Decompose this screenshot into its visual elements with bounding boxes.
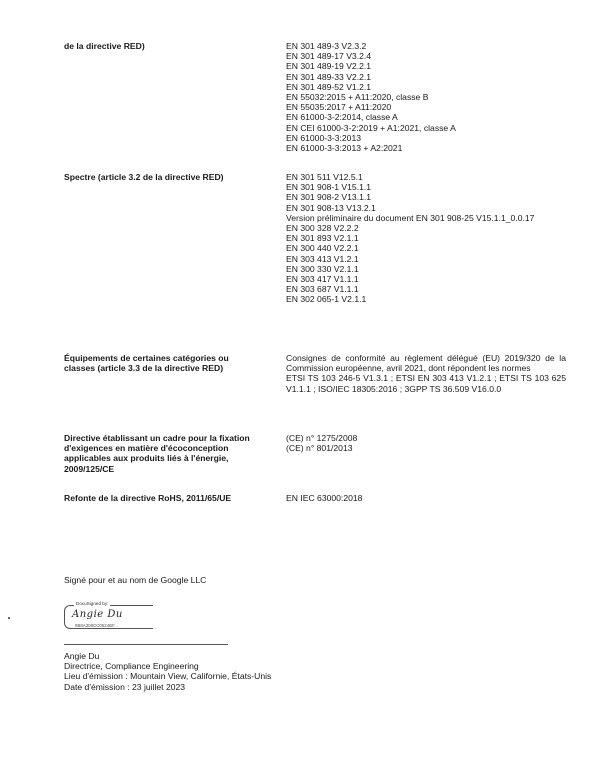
issue-place: Lieu d'émission : Mountain View, Californie, États-Unis xyxy=(64,671,272,682)
row-label xyxy=(64,493,264,503)
standard-item: EN 300 330 V2.1.1 xyxy=(286,263,359,274)
standards-list xyxy=(286,493,566,503)
label-line: applicables aux produits liés à l'énergie, xyxy=(64,453,229,464)
label-line: Équipements de certaines catégories ou xyxy=(64,353,229,363)
row-label xyxy=(64,353,264,373)
docusign-signature xyxy=(64,601,164,629)
signer-block xyxy=(64,651,271,692)
standard-item: EN 55032:2015 + A11:2020, classe B xyxy=(286,92,429,103)
standard-item: EN 303 413 V1.2.1 xyxy=(286,253,359,264)
standard-item: EN 300 440 V2.2.1 xyxy=(286,243,359,254)
standard-item: EN CEI 61000-3-2:2019 + A1:2021, classe A xyxy=(286,122,456,133)
standard-item: EN 303 687 V1.1.1 xyxy=(286,284,359,295)
standard-item: EN 300 328 V2.2.2 xyxy=(286,223,359,234)
standards-list xyxy=(286,433,566,453)
standard-item: EN 301 908-13 V13.2.1 xyxy=(286,202,376,213)
standard-item: EN 61000-3-3:2013 xyxy=(286,132,362,143)
standards-list xyxy=(286,41,566,153)
signed-for xyxy=(64,575,206,585)
standard-item: EN 55035:2017 + A11:2020 xyxy=(286,102,392,113)
label-line: Spectre (article 3.2 de la directive RED) xyxy=(64,172,224,182)
label-line: Directive établissant un cadre pour la fixation xyxy=(64,433,250,443)
compliance-standards: ETSI TS 103 246-5 V1.3.1 ; ETSI EN 303 413 V1.2.1 ; ETSI TS 103 625 V1.1.1 ; ISO/IEC 18305:2016 ; 3GPP TS 36.509 V16.0.0 xyxy=(286,373,566,394)
standard-item: EN 301 489-3 V2.3.2 xyxy=(286,41,367,51)
standard-item: EN 303 417 V1.1.1 xyxy=(286,274,359,285)
signature-line xyxy=(64,644,228,645)
standard-item: EN 301 511 V12.5.1 xyxy=(286,172,363,182)
docusign-tag: DocuSigned by: xyxy=(76,601,109,606)
row-label xyxy=(64,172,264,182)
standards-list xyxy=(286,353,566,394)
signed-for-text: Signé pour et au nom de Google LLC xyxy=(64,575,207,585)
margin-dot xyxy=(8,617,10,619)
standard-item-draft: Version préliminaire du document EN 301 908-25 V15.1.1_0.0.17 xyxy=(286,212,535,223)
row-label xyxy=(64,433,264,474)
signer-name: Angie Du xyxy=(64,651,100,661)
standard-item: EN 301 489-17 V3.2.4 xyxy=(286,51,372,62)
label-line: d'exigences en matière d'écoconception xyxy=(64,443,229,454)
label-line: Refonte de la directive RoHS, 2011/65/UE xyxy=(64,493,232,503)
label-line: classes (article 3.3 de la directive RED) xyxy=(64,363,224,374)
row-label xyxy=(64,41,264,51)
standard-item: EN 301 489-52 V1.2.1 xyxy=(286,81,372,92)
standards-list xyxy=(286,172,566,305)
signer-title: Directrice, Compliance Engineering xyxy=(64,661,199,672)
standard-item: EN 301 893 V2.1.1 xyxy=(286,233,359,244)
standard-item: (CE) n° 1275/2008 xyxy=(286,433,358,443)
standard-item: EN IEC 63000:2018 xyxy=(286,493,363,503)
compliance-text: Consignes de conformité au règlement délégué (EU) 2019/320 de la Commission européenne, avril 2021, dont répondent les normes xyxy=(286,353,566,374)
issue-date: Date d'émission : 23 juillet 2023 xyxy=(64,681,186,692)
standard-item: EN 61000-3-3:2013 + A2:2021 xyxy=(286,143,403,154)
docusign-code: 9B8A308CC0524BF... xyxy=(75,623,118,628)
standard-item: EN 61000-3-2:2014, classe A xyxy=(286,112,398,123)
standard-item: EN 301 489-19 V2.2.1 xyxy=(286,61,372,72)
standard-item: (CE) n° 801/2013 xyxy=(286,443,353,454)
standard-item: EN 301 908-1 V15.1.1 xyxy=(286,182,372,193)
standard-item: EN 302 065-1 V2.1.1 xyxy=(286,294,367,305)
standard-item: EN 301 489-33 V2.2.1 xyxy=(286,71,372,82)
label-line: de la directive RED) xyxy=(64,41,145,51)
label-line: 2009/125/CE xyxy=(64,463,115,474)
handwritten-signature: Angie Du xyxy=(72,609,123,620)
standard-item: EN 301 908-2 V13.1.1 xyxy=(286,192,372,203)
